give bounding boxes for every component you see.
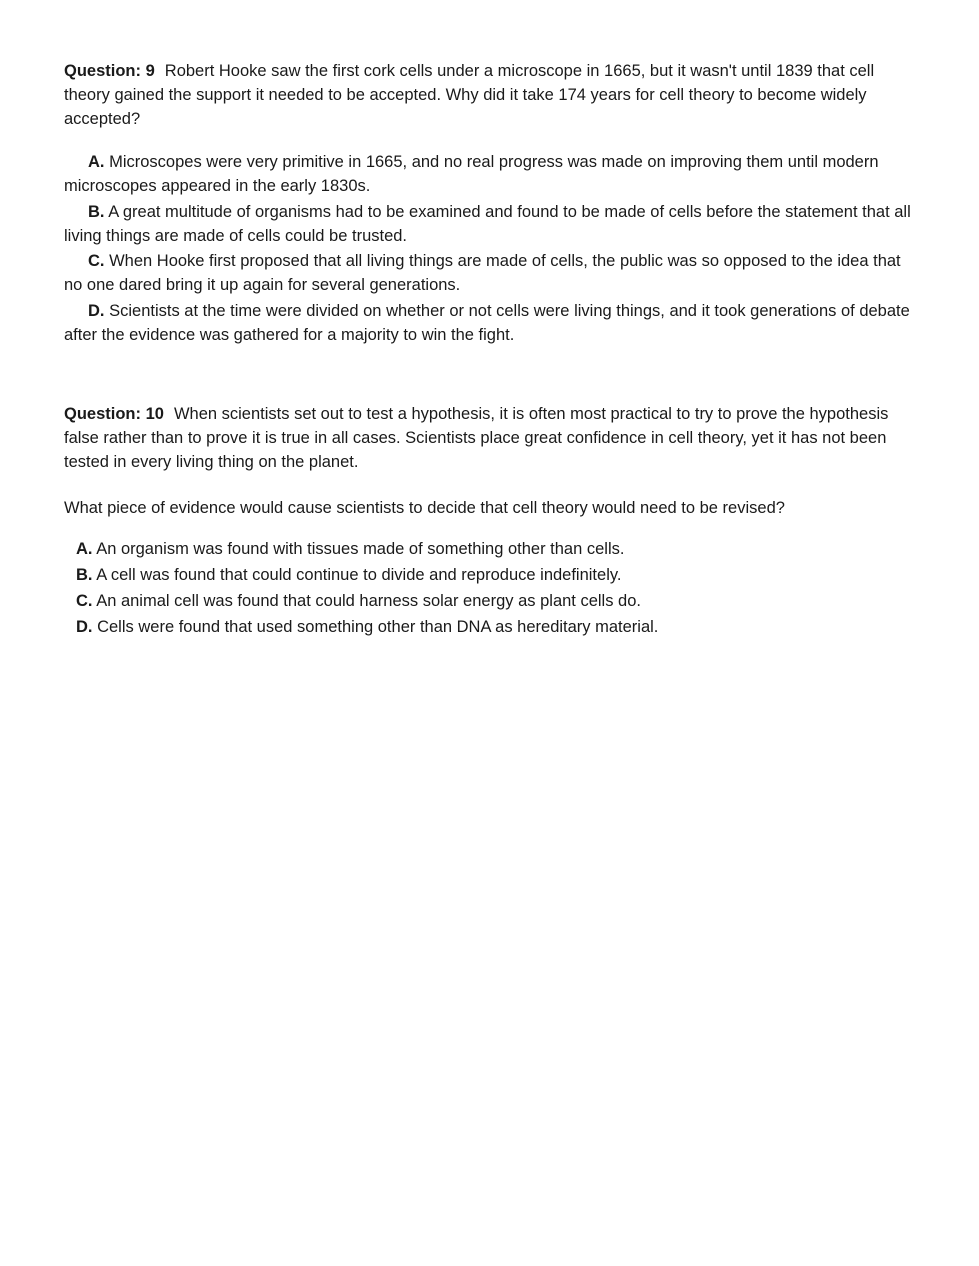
question-10-choice-c[interactable] [64,590,915,614]
question-9-choice-d-letter: D. [88,301,105,320]
question-block-10 [64,403,915,639]
question-9-choice-b-letter: B. [88,202,105,221]
question-10-choice-d-text: Cells were found that used something other than DNA as hereditary material. [97,617,659,636]
question-10-choices [64,538,915,639]
question-10-choice-b-text: A cell was found that could continue to divide and reproduce indefinitely. [96,566,622,584]
question-9-choice-b-text: A great multitude of organisms had to be examined and found to be made of cells before the statement that all living things are made of cells could be trusted. [64,202,911,245]
question-10-choice-c-letter: C. [76,591,93,610]
question-9-choice-d-text: Scientists at the time were divided on whether or not cells were living things, and it took generations of debate after the evidence was gathered for a majority to win the fight. [64,301,910,344]
question-9-choice-c-letter: C. [88,252,105,271]
question-10-choice-a-text: An organism was found with tissues made of something other than cells. [96,540,625,559]
question-10-choice-a[interactable] [64,538,915,562]
question-10-stem-paragraph [64,403,915,474]
question-9-choice-d[interactable] [64,300,915,348]
question-10-choice-a-letter: A. [76,540,93,559]
question-9-choice-c[interactable] [64,250,915,298]
question-10-choice-d[interactable] [64,616,915,640]
question-10-choice-c-text: An animal cell was found that could harness solar energy as plant cells do. [96,591,641,610]
question-gap [64,373,915,403]
question-9-stem: Robert Hooke saw the first cork cells under a microscope in 1665, but it wasn't until 1839 that cell theory gained the support it needed to be accepted. Why did it take 174 years for cell theory to become widely accepted? [64,62,875,128]
question-9-choice-b[interactable] [64,201,915,249]
question-9-choices [64,151,915,347]
question-10-number: 10 [145,405,164,424]
question-block-9 [64,60,915,347]
question-10-choice-d-letter: D. [76,617,93,636]
question-10-choice-b-letter: B. [76,566,93,584]
question-10-followup: What piece of evidence would cause scientists to decide that cell theory would need to be revised? [64,498,785,517]
question-10-label: Question: [64,405,141,424]
question-9-choice-c-text: When Hooke first proposed that all living things are made of cells, the public was so opposed to the idea that no one dared bring it up again for several generations. [64,252,901,294]
question-9-choice-a-letter: A. [88,153,105,172]
question-9-number: 9 [145,62,155,80]
question-9-choice-a[interactable] [64,151,915,199]
question-10-stem: When scientists set out to test a hypothesis, it is often most practical to try to prove the hypothesis false rather than to prove it is true in all cases. Scientists place great confidence in cell theory, yet it has not been tested in every living thing on the planet. [64,405,889,471]
question-9-choice-a-text: Microscopes were very primitive in 1665, and no real progress was made on improving them until modern microscopes appeared in the early 1830s. [64,153,879,195]
question-9-label: Question: [64,62,141,80]
question-9-stem-paragraph [64,60,915,131]
question-10-choice-b[interactable] [64,564,915,588]
